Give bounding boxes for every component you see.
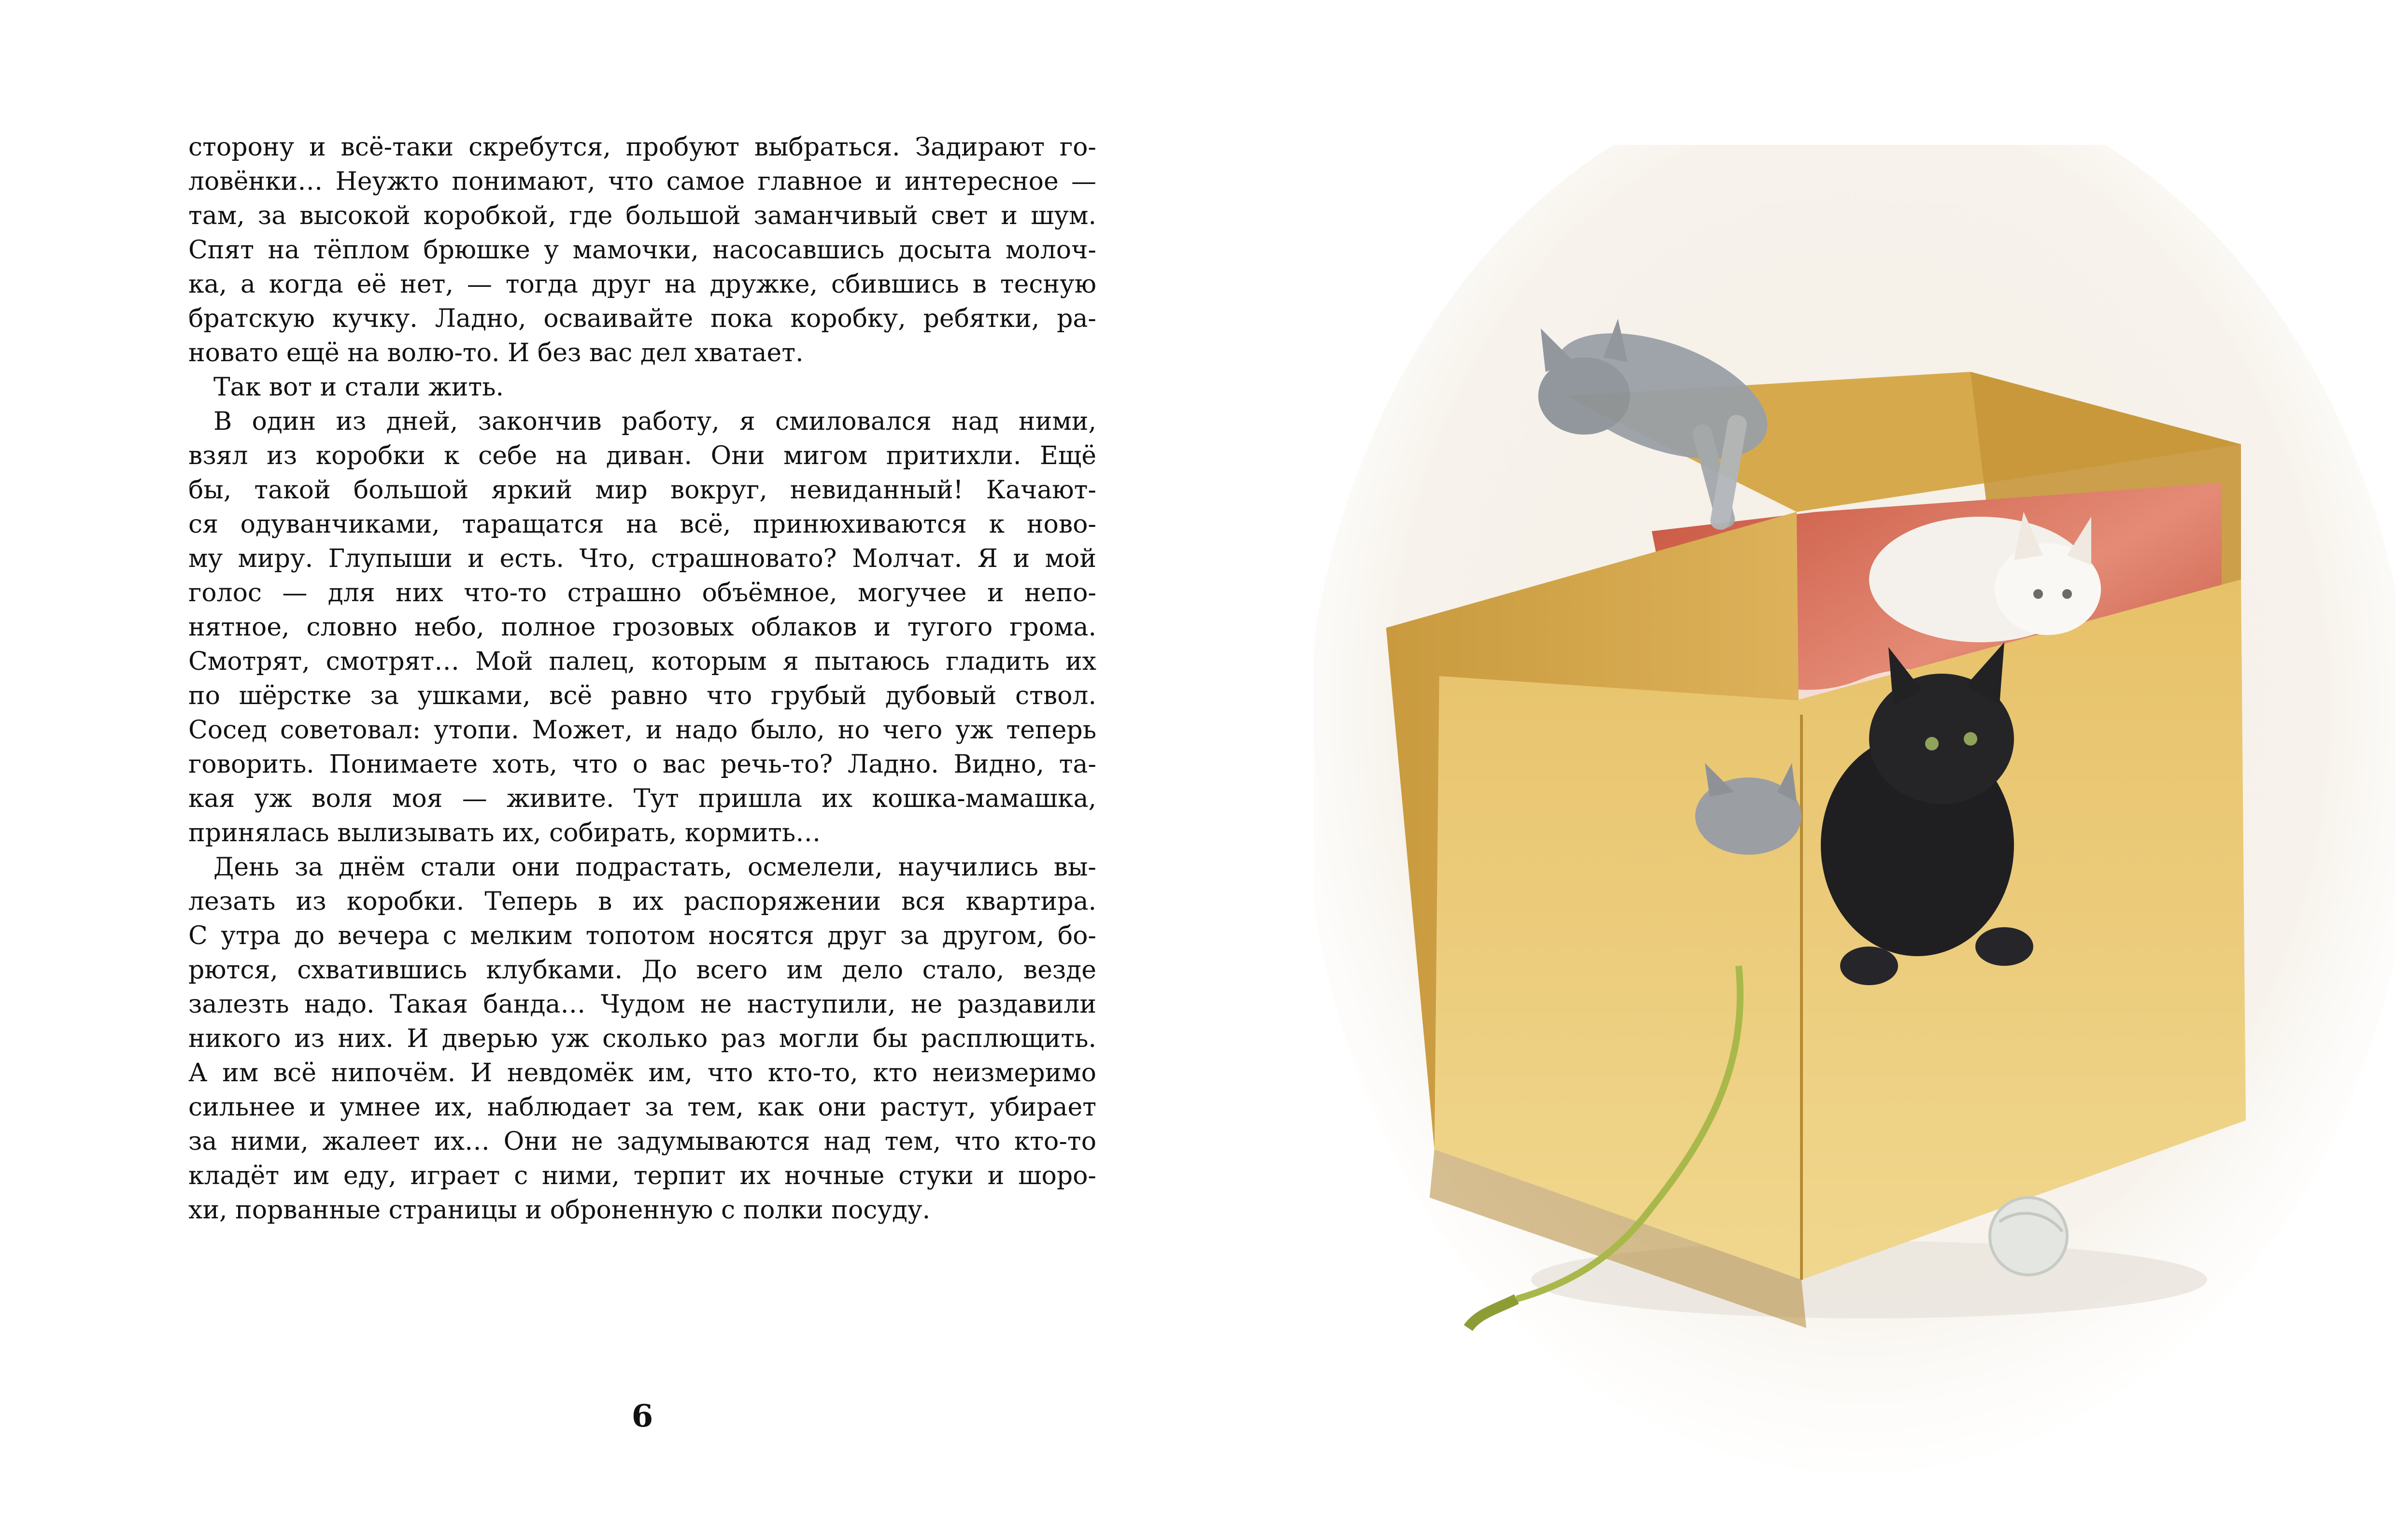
text-line: новато ещё на волю-то. И без вас дел хватает. [188,339,804,367]
text-line: рются, схватившись клубками. До всего им дело стало, везде [188,956,1096,985]
text-line: кая уж воля моя — живите. Тут пришла их кошка-мамашка, [188,784,1096,813]
text-line: принялась вылизывать их, собирать, кормить… [188,819,821,848]
text-line: С утра до вечера с мелким топотом носятся друг за другом, бо- [188,921,1096,950]
text-line: Так вот и стали жить. [213,373,504,402]
text-line: сильнее и умнее их, наблюдает за тем, как они растут, убирает [188,1093,1096,1122]
text-line: нятное, словно небо, полное грозовых облаков и тугого грома. [188,613,1096,642]
text-line: А им всё нипочём. И невдомёк им, что кто-то, кто неизмеримо [188,1059,1096,1088]
text-line: ся одуванчиками, таращатся на всё, принюхиваются к ново- [188,510,1096,539]
text-line: залезть надо. Такая банда… Чудом не наступили, не раздавили [188,990,1096,1019]
text-line: лезать из коробки. Теперь в их распоряжении вся квартира. [188,887,1096,916]
text-line: бы, такой большой яркий мир вокруг, невиданный! Качают- [188,476,1096,505]
text-line: му миру. Глупыши и есть. Что, страшновато? Молчат. Я и мой [188,544,1096,573]
right-page [1198,0,2396,1540]
text-line: говорить. Понимаете хоть, что о вас речь-то? Ладно. Видно, та- [188,750,1096,779]
text-line: за ними, жалеет их… Они не задумываются над тем, что кто-то [188,1127,1096,1156]
text-line: голос — для них что-то страшно объёмное, могучее и непо- [188,579,1096,608]
kittens-box-illustration [1314,145,2396,1497]
text-line: сторону и всё-таки скребутся, пробуют выбраться. Задирают го- [188,133,1096,162]
text-line: Спят на тёплом брюшке у мамочки, насосавшись досыта молоч- [188,236,1096,265]
text-line: там, за высокой коробкой, где большой заманчивый свет и шум. [188,201,1096,230]
text-line: В один из дней, закончив работу, я смиловался над ними, [213,407,1096,436]
text-line: по шёрстке за ушками, всё равно что грубый дубовый ствол. [188,681,1096,710]
text-line: взял из коробки к себе на диван. Они мигом притихли. Ещё [188,441,1096,470]
text-line: ка, а когда её нет, — тогда друг на дружке, сбившись в тесную [188,270,1096,299]
yarn-ball [1990,1198,2067,1275]
page-number: 6 [631,1398,653,1434]
text-line: День за днём стали они подрастать, осмелели, научились вы- [213,853,1096,882]
text-line: Смотрят, смотрят… Мой палец, которым я пытаюсь гладить их [188,647,1096,676]
text-line: Сосед советовал: утопи. Может, и надо было, но чего уж теперь [188,716,1096,745]
text-line: никого из них. И дверью уж сколько раз могли бы расплющить. [188,1024,1096,1053]
text-line: ловёнки… Неужто понимают, что самое главное и интересное — [188,167,1096,196]
text-line: братскую кучку. Ладно, осваивайте пока коробку, ребятки, ра- [188,304,1096,333]
story-text [188,130,1096,1228]
text-line: кладёт им еду, играет с ними, терпит их ночные стуки и шоро- [188,1161,1096,1190]
text-line: хи, порванные страницы и оброненную с полки посуду. [188,1196,931,1225]
